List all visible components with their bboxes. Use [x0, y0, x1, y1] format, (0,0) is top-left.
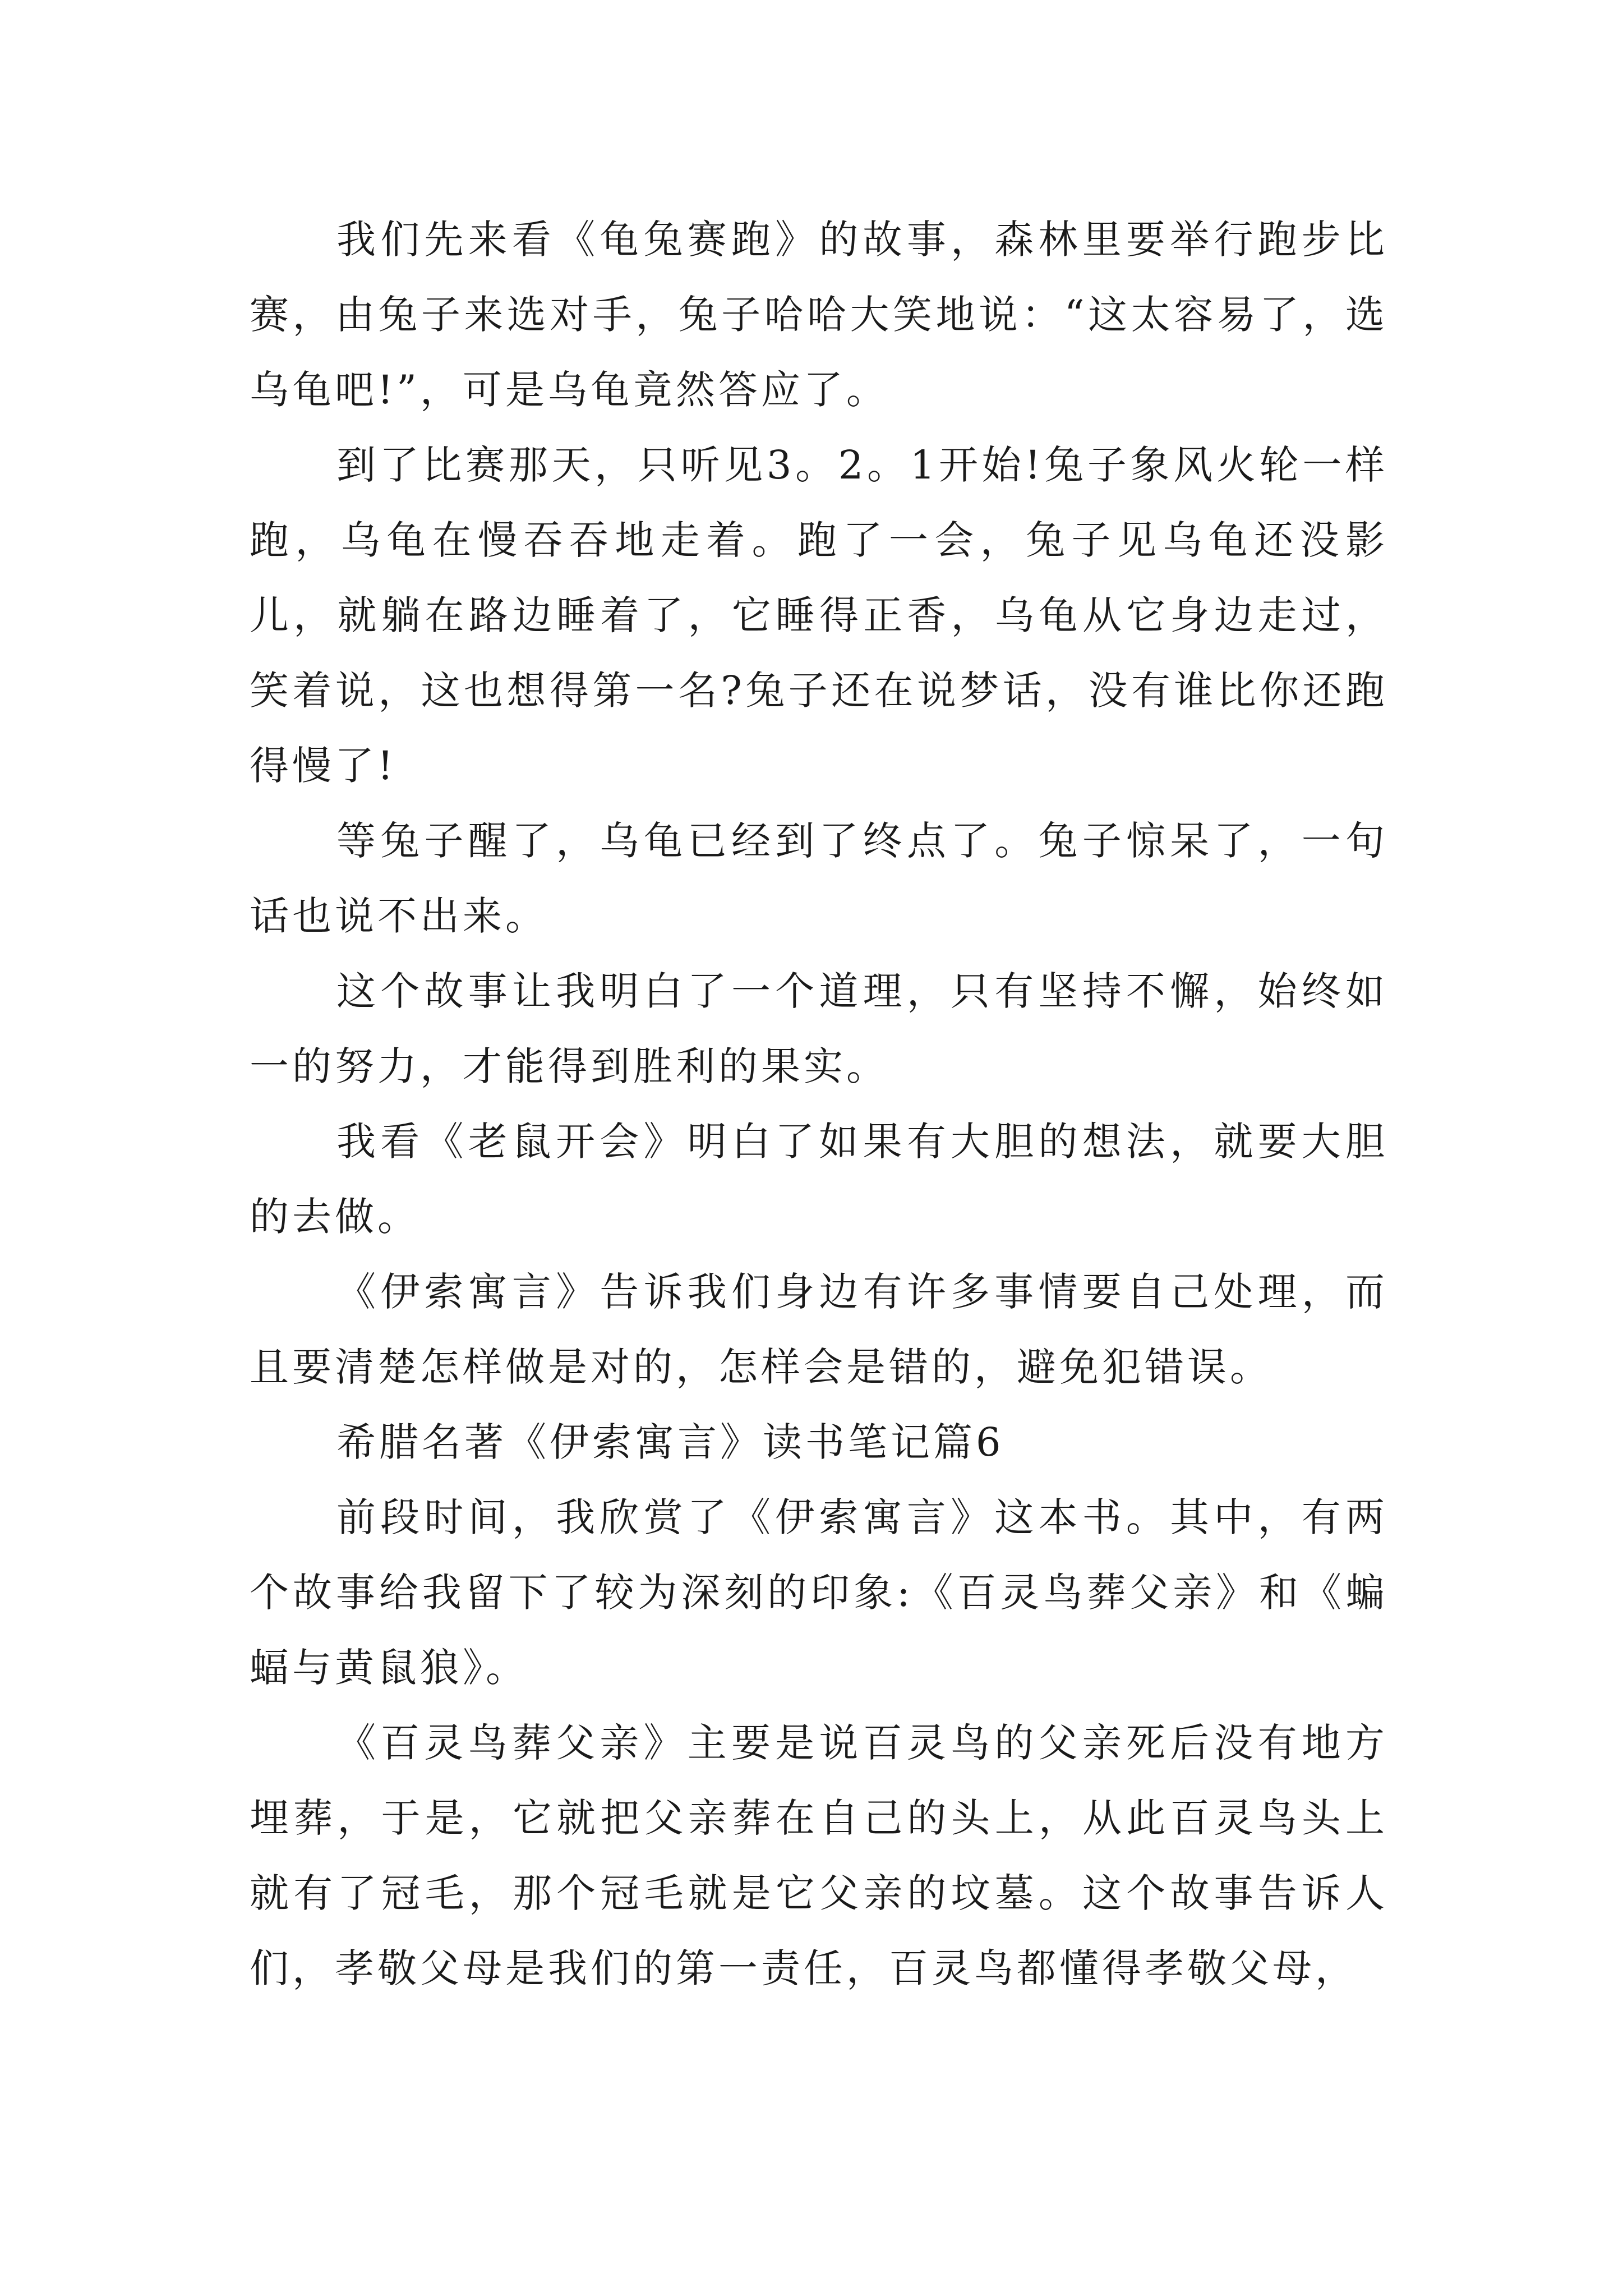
- paragraph-lark-burial: 《百灵鸟葬父亲》主要是说百灵鸟的父亲死后没有地方埋葬，于是，它就把父亲葬在自己的头上，从此百灵鸟头上就有了冠毛，那个冠毛就是它父亲的坟墓。这个故事告诉人们，孝敬父母是我们的第一责任，百灵鸟都懂得孝敬父母，: [250, 1720, 1388, 1991]
- paragraph-two-stories: 前段时间，我欣赏了《伊索寓言》这本书。其中，有两个故事给我留下了较为深刻的印象:《百灵鸟葬父亲》和《蝙蝠与黄鼠狼》。: [250, 1494, 1388, 1691]
- paragraph-aesop-summary: 《伊索寓言》告诉我们身边有许多事情要自己处理，而且要清楚怎样做是对的，怎样会是错的，避免犯错误。: [250, 1269, 1388, 1390]
- paragraph-lesson-persistence: 这个故事让我明白了一个道理，只有坚持不懈，始终如一的努力，才能得到胜利的果实。: [250, 968, 1388, 1089]
- paragraph-race-day: 到了比赛那天，只听见3。2。1开始!兔子象风火轮一样跑，乌龟在慢吞吞地走着。跑了一会，兔子见乌龟还没影儿，就躺在路边睡着了，它睡得正香，乌龟从它身边走过，笑着说，这也想得第一名?兔子还在说梦话，没有谁比你还跑得慢了!: [250, 442, 1388, 789]
- paragraph-hare-wakes: 等兔子醒了，乌龟已经到了终点了。兔子惊呆了，一句话也说不出来。: [250, 818, 1388, 939]
- paragraph-mice-meeting: 我看《老鼠开会》明白了如果有大胆的想法，就要大胆的去做。: [250, 1119, 1388, 1240]
- section-heading: 希腊名著《伊索寓言》读书笔记篇6: [336, 1419, 1004, 1465]
- document-body: [250, 202, 1388, 2006]
- paragraph-tortoise-hare-intro: 我们先来看《龟兔赛跑》的故事，森林里要举行跑步比赛，由兔子来选对手，兔子哈哈大笑地说：“这太容易了，选乌龟吧!”，可是乌龟竟然答应了。: [250, 217, 1388, 413]
